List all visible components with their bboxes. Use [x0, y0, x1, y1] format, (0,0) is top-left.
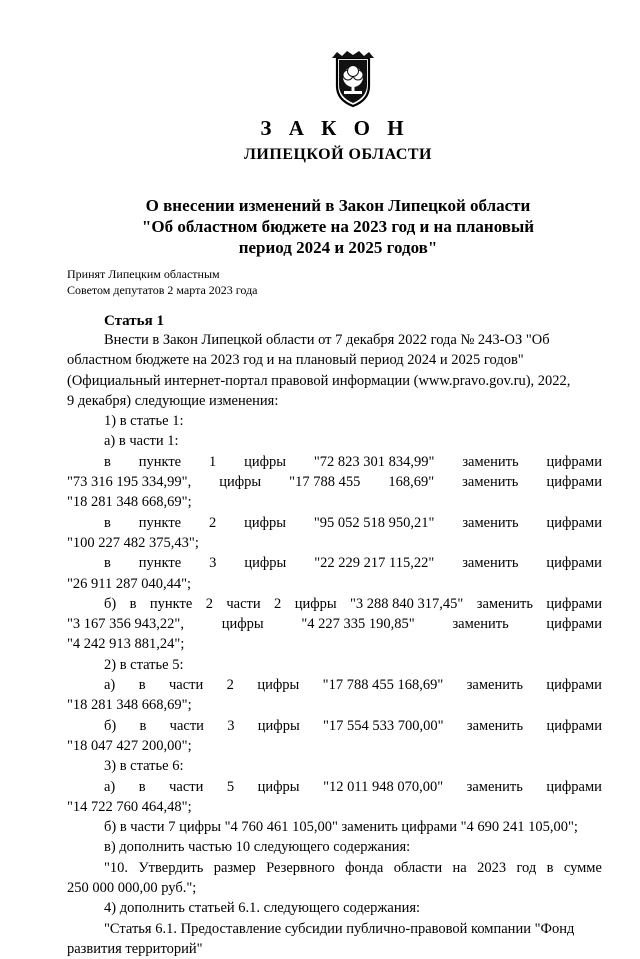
body-line: (Официальный интернет-портал правовой информации (www.pravo.gov.ru), 2022, [67, 372, 571, 389]
heading-line: "Об областном бюджете на 2023 год и на плановый [141, 217, 535, 236]
body-line: а) в части 1: [104, 433, 179, 450]
body-line: "100 227 482 375,43"; [67, 534, 199, 551]
justified-line [67, 614, 602, 634]
word: цифрами [546, 555, 602, 572]
body-line: 1) в статье 1: [104, 413, 184, 430]
word: цифры [294, 595, 337, 612]
word: цифры [257, 677, 300, 694]
word: фонда [345, 859, 384, 876]
word: 3 [227, 717, 235, 734]
body-line: "18 281 348 668,69"; [67, 697, 192, 714]
word: Утвердить [138, 859, 204, 876]
word: Резервного [266, 859, 335, 876]
word: в [139, 717, 147, 734]
body-line: развития территорий" [67, 940, 203, 957]
word: в [104, 555, 111, 572]
word: заменить [462, 453, 519, 470]
body-line: "14 722 760 464,48"; [67, 798, 192, 815]
word: заменить [466, 677, 523, 694]
word: пункте [149, 595, 193, 612]
adoption-line: Принят Липецким областным [67, 267, 220, 281]
body-line: "26 911 287 040,44"; [67, 575, 192, 592]
body-line: "Статья 6.1. Предоставление субсидии публично-правовой компании "Фонд [104, 920, 575, 937]
word: а) [104, 677, 116, 694]
body-line: 9 декабря) следующие изменения: [67, 392, 279, 409]
justified-line [67, 594, 602, 614]
word: в [104, 514, 111, 531]
word: а) [104, 778, 116, 795]
word: части [169, 717, 204, 734]
word: 3 [209, 555, 217, 572]
word: б) [104, 717, 117, 734]
word: 2 [205, 595, 213, 612]
word: цифры [244, 555, 287, 572]
word: 2 [208, 514, 217, 531]
word: заменить [462, 514, 519, 531]
word: области [393, 859, 443, 876]
word: цифрами [546, 677, 602, 694]
word: "72 823 301 834,99" [313, 453, 435, 470]
word: "17 788 455 168,69" [322, 677, 444, 694]
word: в [138, 778, 146, 795]
body-line: 4) дополнить статьей 6.1. следующего содержания: [104, 900, 421, 917]
word: цифрами [546, 778, 602, 795]
heading-line: О внесении изменений в Закон Липецкой области [145, 196, 531, 215]
word: "3 167 356 943,22", [67, 616, 184, 633]
justified-line [67, 513, 602, 533]
word: б) [104, 595, 117, 612]
word: "17 788 455 [289, 474, 361, 491]
body-line: 250 000 000,00 руб."; [67, 880, 197, 897]
justified-line [67, 716, 602, 736]
word: цифры [244, 453, 287, 470]
word: цифры [219, 474, 262, 491]
word: цифры [257, 717, 300, 734]
word: цифрами [546, 453, 602, 470]
word: пункте [138, 555, 182, 572]
heading-line: период 2024 и 2025 годов" [238, 238, 438, 257]
word: в [546, 859, 554, 876]
word: 5 [226, 778, 235, 795]
law-subtitle: ЛИПЕЦКОЙ ОБЛАСТИ [244, 146, 432, 163]
law-title: З А К О Н [260, 116, 410, 140]
word: цифры [257, 778, 300, 795]
word: цифрами [546, 474, 602, 491]
word: заменить [466, 778, 523, 795]
word: цифрами [546, 616, 602, 633]
adoption-note [67, 266, 258, 298]
word: в [129, 595, 137, 612]
body-line: в) дополнить частью 10 следующего содержания: [104, 839, 411, 856]
word: в [104, 453, 111, 470]
justified-line [67, 675, 602, 695]
body-line: б) в части 7 цифры "4 760 461 105,00" заменить цифрами "4 690 241 105,00"; [104, 819, 578, 836]
body-line: областном бюджете на 2023 год и на плановый период 2024 и 2025 годов" [67, 352, 524, 369]
word: сумме [563, 859, 602, 876]
word: цифры [244, 514, 287, 531]
word: пункте [138, 453, 182, 470]
body-line: Внести в Закон Липецкой области от 7 декабря 2022 года № 243-ОЗ "Об [104, 332, 550, 348]
body-line: "18 047 427 200,00"; [67, 737, 192, 754]
coat-of-arms-icon [329, 50, 377, 110]
word: заменить [452, 616, 509, 633]
word: цифры [221, 616, 264, 633]
word: 168,69" [388, 474, 435, 491]
word: цифрами [546, 595, 602, 612]
document-heading [0, 195, 640, 258]
word: 2023 [477, 859, 507, 876]
word: 1 [208, 453, 217, 470]
word: 2 [226, 677, 234, 694]
body-line: 2) в статье 5: [104, 656, 184, 673]
word: "17 554 533 700,00" [323, 717, 444, 734]
word: цифрами [546, 514, 602, 531]
article-heading: Статья 1 [104, 313, 164, 329]
word: части [226, 595, 261, 612]
word: заменить [476, 595, 534, 612]
word: части [168, 677, 204, 694]
word: "12 011 948 070,00" [323, 778, 444, 795]
word: размер [213, 859, 256, 876]
word: заменить [466, 717, 524, 734]
adoption-line: Советом депутатов 2 марта 2023 года [67, 283, 258, 297]
word: "73 316 195 334,99", [67, 474, 192, 491]
word: "95 052 518 950,21" [313, 514, 435, 531]
justified-line [67, 472, 602, 492]
justified-line [67, 777, 602, 797]
word: пункте [138, 514, 182, 531]
word: "22 229 217 115,22" [314, 555, 435, 572]
word: "3 288 840 317,45" [350, 595, 464, 612]
body-line: 3) в статье 6: [104, 758, 184, 775]
word: цифрами [546, 717, 602, 734]
word: части [169, 778, 204, 795]
body-line: "18 281 348 668,69"; [67, 494, 192, 511]
justified-line [67, 452, 602, 472]
word: "10. [104, 859, 129, 876]
article-body [67, 330, 602, 959]
justified-line [67, 553, 602, 573]
word: 2 [274, 595, 282, 612]
word: в [138, 677, 146, 694]
word: год [516, 859, 537, 876]
word: на [452, 859, 467, 876]
justified-line [67, 858, 602, 878]
word: заменить [462, 474, 519, 491]
body-line: "4 242 913 881,24"; [67, 636, 185, 653]
word: "4 227 335 190,85" [301, 616, 415, 633]
word: заменить [462, 555, 519, 572]
